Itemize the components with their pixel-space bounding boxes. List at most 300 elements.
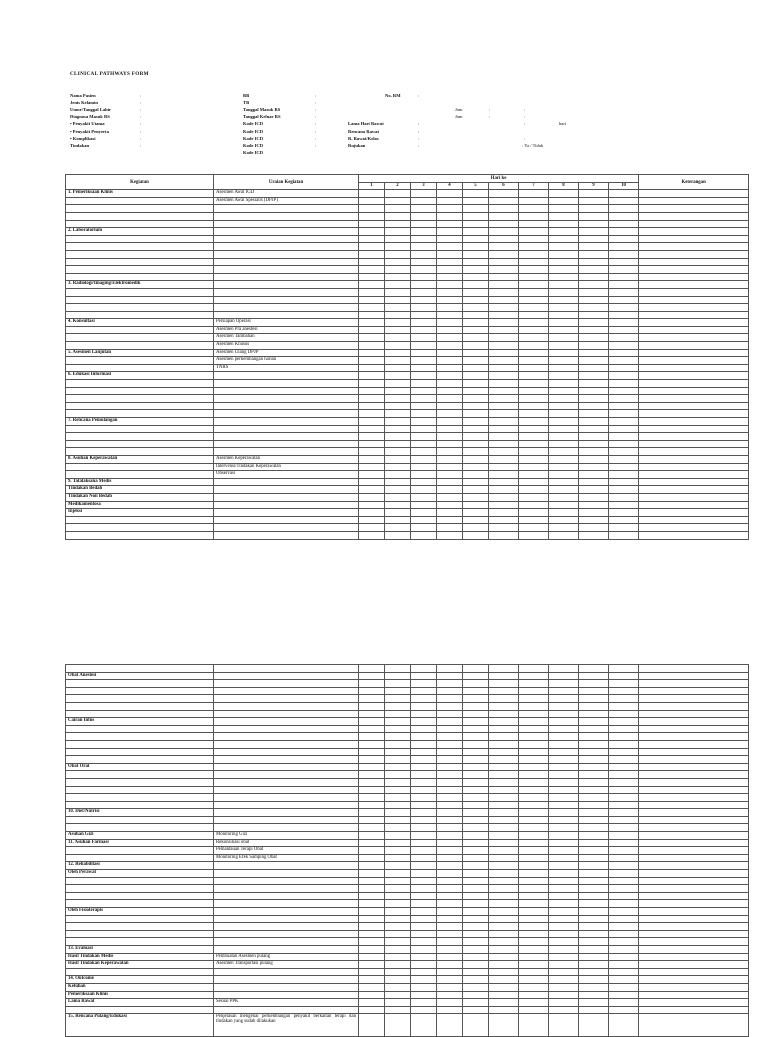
day-checkbox-cell[interactable] — [489, 448, 519, 456]
day-checkbox-cell[interactable] — [411, 471, 437, 479]
day-checkbox-cell[interactable] — [609, 938, 639, 946]
day-checkbox-cell[interactable] — [385, 281, 411, 289]
keterangan-cell[interactable] — [639, 908, 749, 916]
day-checkbox-cell[interactable] — [549, 410, 579, 418]
day-checkbox-cell[interactable] — [359, 486, 385, 494]
day-checkbox-cell[interactable] — [385, 915, 411, 923]
day-checkbox-cell[interactable] — [609, 471, 639, 479]
day-checkbox-cell[interactable] — [463, 387, 489, 395]
day-checkbox-cell[interactable] — [385, 968, 411, 976]
day-checkbox-cell[interactable] — [411, 877, 437, 885]
keterangan-cell[interactable] — [639, 220, 749, 228]
day-checkbox-cell[interactable] — [385, 418, 411, 426]
day-checkbox-cell[interactable] — [489, 478, 519, 486]
day-checkbox-cell[interactable] — [519, 991, 549, 999]
day-checkbox-cell[interactable] — [385, 364, 411, 372]
day-checkbox-cell[interactable] — [385, 273, 411, 281]
day-checkbox-cell[interactable] — [463, 702, 489, 710]
day-checkbox-cell[interactable] — [579, 801, 609, 809]
day-checkbox-cell[interactable] — [437, 296, 463, 304]
day-checkbox-cell[interactable] — [463, 357, 489, 365]
day-checkbox-cell[interactable] — [579, 372, 609, 380]
day-checkbox-cell[interactable] — [489, 288, 519, 296]
day-checkbox-cell[interactable] — [411, 349, 437, 357]
keterangan-cell[interactable] — [639, 197, 749, 205]
day-checkbox-cell[interactable] — [359, 410, 385, 418]
day-checkbox-cell[interactable] — [411, 281, 437, 289]
day-checkbox-cell[interactable] — [519, 509, 549, 517]
day-checkbox-cell[interactable] — [609, 235, 639, 243]
day-checkbox-cell[interactable] — [549, 938, 579, 946]
day-checkbox-cell[interactable] — [359, 311, 385, 319]
day-checkbox-cell[interactable] — [463, 509, 489, 517]
day-checkbox-cell[interactable] — [437, 938, 463, 946]
day-checkbox-cell[interactable] — [579, 273, 609, 281]
day-checkbox-cell[interactable] — [437, 702, 463, 710]
day-checkbox-cell[interactable] — [437, 991, 463, 999]
day-checkbox-cell[interactable] — [385, 531, 411, 539]
day-checkbox-cell[interactable] — [579, 953, 609, 961]
keterangan-cell[interactable] — [639, 725, 749, 733]
day-checkbox-cell[interactable] — [463, 930, 489, 938]
day-checkbox-cell[interactable] — [579, 197, 609, 205]
day-checkbox-cell[interactable] — [463, 296, 489, 304]
day-checkbox-cell[interactable] — [489, 953, 519, 961]
day-checkbox-cell[interactable] — [549, 710, 579, 718]
day-checkbox-cell[interactable] — [437, 197, 463, 205]
day-checkbox-cell[interactable] — [463, 763, 489, 771]
day-checkbox-cell[interactable] — [437, 304, 463, 312]
day-checkbox-cell[interactable] — [579, 809, 609, 817]
day-checkbox-cell[interactable] — [519, 938, 549, 946]
day-checkbox-cell[interactable] — [549, 425, 579, 433]
day-checkbox-cell[interactable] — [579, 448, 609, 456]
day-checkbox-cell[interactable] — [437, 870, 463, 878]
day-checkbox-cell[interactable] — [549, 296, 579, 304]
day-checkbox-cell[interactable] — [519, 702, 549, 710]
day-checkbox-cell[interactable] — [549, 892, 579, 900]
day-checkbox-cell[interactable] — [385, 235, 411, 243]
day-checkbox-cell[interactable] — [489, 718, 519, 726]
day-checkbox-cell[interactable] — [549, 816, 579, 824]
day-checkbox-cell[interactable] — [609, 999, 639, 1007]
day-checkbox-cell[interactable] — [579, 938, 609, 946]
day-checkbox-cell[interactable] — [579, 816, 609, 824]
day-checkbox-cell[interactable] — [549, 228, 579, 236]
keterangan-cell[interactable] — [639, 516, 749, 524]
keterangan-cell[interactable] — [639, 983, 749, 991]
day-checkbox-cell[interactable] — [609, 425, 639, 433]
day-checkbox-cell[interactable] — [579, 250, 609, 258]
day-checkbox-cell[interactable] — [385, 486, 411, 494]
day-checkbox-cell[interactable] — [463, 680, 489, 688]
day-checkbox-cell[interactable] — [579, 702, 609, 710]
day-checkbox-cell[interactable] — [437, 273, 463, 281]
day-checkbox-cell[interactable] — [489, 235, 519, 243]
day-checkbox-cell[interactable] — [549, 516, 579, 524]
day-checkbox-cell[interactable] — [579, 205, 609, 213]
day-checkbox-cell[interactable] — [579, 999, 609, 1007]
day-checkbox-cell[interactable] — [411, 672, 437, 680]
day-checkbox-cell[interactable] — [359, 524, 385, 532]
day-checkbox-cell[interactable] — [579, 243, 609, 251]
day-checkbox-cell[interactable] — [385, 672, 411, 680]
day-checkbox-cell[interactable] — [579, 311, 609, 319]
day-checkbox-cell[interactable] — [489, 387, 519, 395]
day-checkbox-cell[interactable] — [463, 687, 489, 695]
day-checkbox-cell[interactable] — [609, 357, 639, 365]
day-checkbox-cell[interactable] — [549, 281, 579, 289]
day-checkbox-cell[interactable] — [437, 908, 463, 916]
day-checkbox-cell[interactable] — [519, 885, 549, 893]
day-checkbox-cell[interactable] — [463, 900, 489, 908]
keterangan-cell[interactable] — [639, 854, 749, 862]
day-checkbox-cell[interactable] — [609, 847, 639, 855]
day-checkbox-cell[interactable] — [519, 349, 549, 357]
keterangan-cell[interactable] — [639, 862, 749, 870]
day-checkbox-cell[interactable] — [609, 342, 639, 350]
day-checkbox-cell[interactable] — [385, 402, 411, 410]
day-checkbox-cell[interactable] — [359, 250, 385, 258]
keterangan-cell[interactable] — [639, 710, 749, 718]
day-checkbox-cell[interactable] — [609, 983, 639, 991]
day-checkbox-cell[interactable] — [549, 968, 579, 976]
day-checkbox-cell[interactable] — [609, 725, 639, 733]
day-checkbox-cell[interactable] — [579, 1006, 609, 1014]
day-checkbox-cell[interactable] — [385, 440, 411, 448]
day-checkbox-cell[interactable] — [411, 832, 437, 840]
day-checkbox-cell[interactable] — [489, 304, 519, 312]
day-checkbox-cell[interactable] — [463, 832, 489, 840]
day-checkbox-cell[interactable] — [609, 740, 639, 748]
day-checkbox-cell[interactable] — [463, 478, 489, 486]
day-checkbox-cell[interactable] — [463, 524, 489, 532]
day-checkbox-cell[interactable] — [549, 1014, 579, 1037]
keterangan-cell[interactable] — [639, 763, 749, 771]
day-checkbox-cell[interactable] — [437, 915, 463, 923]
day-checkbox-cell[interactable] — [579, 983, 609, 991]
day-checkbox-cell[interactable] — [549, 387, 579, 395]
day-checkbox-cell[interactable] — [549, 756, 579, 764]
day-checkbox-cell[interactable] — [519, 516, 549, 524]
day-checkbox-cell[interactable] — [437, 665, 463, 673]
day-checkbox-cell[interactable] — [385, 478, 411, 486]
day-checkbox-cell[interactable] — [489, 455, 519, 463]
day-checkbox-cell[interactable] — [385, 471, 411, 479]
day-checkbox-cell[interactable] — [385, 900, 411, 908]
day-checkbox-cell[interactable] — [519, 326, 549, 334]
day-checkbox-cell[interactable] — [437, 478, 463, 486]
day-checkbox-cell[interactable] — [437, 342, 463, 350]
keterangan-cell[interactable] — [639, 1014, 749, 1037]
day-checkbox-cell[interactable] — [359, 832, 385, 840]
day-checkbox-cell[interactable] — [579, 794, 609, 802]
day-checkbox-cell[interactable] — [489, 501, 519, 509]
day-checkbox-cell[interactable] — [463, 923, 489, 931]
day-checkbox-cell[interactable] — [609, 288, 639, 296]
day-checkbox-cell[interactable] — [437, 258, 463, 266]
day-checkbox-cell[interactable] — [463, 501, 489, 509]
day-checkbox-cell[interactable] — [385, 311, 411, 319]
day-checkbox-cell[interactable] — [411, 847, 437, 855]
day-checkbox-cell[interactable] — [579, 672, 609, 680]
day-checkbox-cell[interactable] — [519, 945, 549, 953]
day-checkbox-cell[interactable] — [359, 672, 385, 680]
day-checkbox-cell[interactable] — [411, 486, 437, 494]
keterangan-cell[interactable] — [639, 448, 749, 456]
day-checkbox-cell[interactable] — [411, 228, 437, 236]
day-checkbox-cell[interactable] — [609, 1014, 639, 1037]
day-checkbox-cell[interactable] — [359, 877, 385, 885]
day-checkbox-cell[interactable] — [463, 516, 489, 524]
day-checkbox-cell[interactable] — [489, 771, 519, 779]
keterangan-cell[interactable] — [639, 342, 749, 350]
keterangan-cell[interactable] — [639, 733, 749, 741]
day-checkbox-cell[interactable] — [385, 809, 411, 817]
day-checkbox-cell[interactable] — [359, 509, 385, 517]
day-checkbox-cell[interactable] — [609, 763, 639, 771]
day-checkbox-cell[interactable] — [385, 778, 411, 786]
day-checkbox-cell[interactable] — [489, 672, 519, 680]
day-checkbox-cell[interactable] — [579, 740, 609, 748]
day-checkbox-cell[interactable] — [609, 892, 639, 900]
day-checkbox-cell[interactable] — [411, 801, 437, 809]
day-checkbox-cell[interactable] — [609, 816, 639, 824]
day-checkbox-cell[interactable] — [385, 695, 411, 703]
keterangan-cell[interactable] — [639, 847, 749, 855]
day-checkbox-cell[interactable] — [549, 740, 579, 748]
day-checkbox-cell[interactable] — [579, 778, 609, 786]
day-checkbox-cell[interactable] — [437, 531, 463, 539]
day-checkbox-cell[interactable] — [519, 524, 549, 532]
day-checkbox-cell[interactable] — [463, 304, 489, 312]
day-checkbox-cell[interactable] — [437, 190, 463, 198]
day-checkbox-cell[interactable] — [359, 212, 385, 220]
day-checkbox-cell[interactable] — [579, 862, 609, 870]
day-checkbox-cell[interactable] — [385, 665, 411, 673]
day-checkbox-cell[interactable] — [463, 968, 489, 976]
day-checkbox-cell[interactable] — [463, 725, 489, 733]
keterangan-cell[interactable] — [639, 665, 749, 673]
day-checkbox-cell[interactable] — [489, 228, 519, 236]
day-checkbox-cell[interactable] — [609, 273, 639, 281]
day-checkbox-cell[interactable] — [385, 923, 411, 931]
day-checkbox-cell[interactable] — [489, 190, 519, 198]
day-checkbox-cell[interactable] — [359, 915, 385, 923]
day-checkbox-cell[interactable] — [519, 1014, 549, 1037]
day-checkbox-cell[interactable] — [359, 680, 385, 688]
day-checkbox-cell[interactable] — [385, 509, 411, 517]
day-checkbox-cell[interactable] — [489, 486, 519, 494]
day-checkbox-cell[interactable] — [437, 266, 463, 274]
day-checkbox-cell[interactable] — [489, 334, 519, 342]
day-checkbox-cell[interactable] — [549, 877, 579, 885]
day-checkbox-cell[interactable] — [609, 672, 639, 680]
day-checkbox-cell[interactable] — [437, 357, 463, 365]
day-checkbox-cell[interactable] — [359, 695, 385, 703]
day-checkbox-cell[interactable] — [549, 702, 579, 710]
day-checkbox-cell[interactable] — [549, 463, 579, 471]
day-checkbox-cell[interactable] — [411, 205, 437, 213]
day-checkbox-cell[interactable] — [411, 1014, 437, 1037]
day-checkbox-cell[interactable] — [437, 968, 463, 976]
day-checkbox-cell[interactable] — [609, 771, 639, 779]
day-checkbox-cell[interactable] — [579, 501, 609, 509]
day-checkbox-cell[interactable] — [385, 680, 411, 688]
day-checkbox-cell[interactable] — [609, 478, 639, 486]
day-checkbox-cell[interactable] — [359, 380, 385, 388]
day-checkbox-cell[interactable] — [609, 832, 639, 840]
keterangan-cell[interactable] — [639, 531, 749, 539]
day-checkbox-cell[interactable] — [519, 832, 549, 840]
day-checkbox-cell[interactable] — [463, 197, 489, 205]
day-checkbox-cell[interactable] — [549, 923, 579, 931]
keterangan-cell[interactable] — [639, 915, 749, 923]
day-checkbox-cell[interactable] — [549, 687, 579, 695]
day-checkbox-cell[interactable] — [549, 304, 579, 312]
day-checkbox-cell[interactable] — [549, 311, 579, 319]
day-checkbox-cell[interactable] — [489, 794, 519, 802]
keterangan-cell[interactable] — [639, 1006, 749, 1014]
day-checkbox-cell[interactable] — [437, 794, 463, 802]
day-checkbox-cell[interactable] — [549, 326, 579, 334]
keterangan-cell[interactable] — [639, 923, 749, 931]
day-checkbox-cell[interactable] — [609, 680, 639, 688]
day-checkbox-cell[interactable] — [463, 847, 489, 855]
day-checkbox-cell[interactable] — [489, 281, 519, 289]
day-checkbox-cell[interactable] — [519, 493, 549, 501]
day-checkbox-cell[interactable] — [463, 220, 489, 228]
day-checkbox-cell[interactable] — [489, 531, 519, 539]
day-checkbox-cell[interactable] — [489, 870, 519, 878]
day-checkbox-cell[interactable] — [463, 433, 489, 441]
keterangan-cell[interactable] — [639, 281, 749, 289]
day-checkbox-cell[interactable] — [579, 908, 609, 916]
day-checkbox-cell[interactable] — [463, 961, 489, 969]
day-checkbox-cell[interactable] — [579, 900, 609, 908]
day-checkbox-cell[interactable] — [549, 665, 579, 673]
day-checkbox-cell[interactable] — [579, 357, 609, 365]
day-checkbox-cell[interactable] — [549, 478, 579, 486]
day-checkbox-cell[interactable] — [579, 531, 609, 539]
day-checkbox-cell[interactable] — [411, 531, 437, 539]
day-checkbox-cell[interactable] — [359, 357, 385, 365]
day-checkbox-cell[interactable] — [359, 258, 385, 266]
day-checkbox-cell[interactable] — [549, 266, 579, 274]
day-checkbox-cell[interactable] — [437, 976, 463, 984]
day-checkbox-cell[interactable] — [519, 190, 549, 198]
day-checkbox-cell[interactable] — [579, 402, 609, 410]
day-checkbox-cell[interactable] — [489, 695, 519, 703]
day-checkbox-cell[interactable] — [437, 524, 463, 532]
day-checkbox-cell[interactable] — [609, 733, 639, 741]
day-checkbox-cell[interactable] — [411, 418, 437, 426]
day-checkbox-cell[interactable] — [437, 854, 463, 862]
keterangan-cell[interactable] — [639, 402, 749, 410]
day-checkbox-cell[interactable] — [579, 486, 609, 494]
day-checkbox-cell[interactable] — [437, 410, 463, 418]
day-checkbox-cell[interactable] — [437, 839, 463, 847]
day-checkbox-cell[interactable] — [463, 273, 489, 281]
day-checkbox-cell[interactable] — [549, 771, 579, 779]
day-checkbox-cell[interactable] — [385, 228, 411, 236]
day-checkbox-cell[interactable] — [463, 1014, 489, 1037]
day-checkbox-cell[interactable] — [519, 687, 549, 695]
day-checkbox-cell[interactable] — [463, 672, 489, 680]
day-checkbox-cell[interactable] — [519, 273, 549, 281]
day-checkbox-cell[interactable] — [519, 380, 549, 388]
day-checkbox-cell[interactable] — [437, 930, 463, 938]
keterangan-cell[interactable] — [639, 900, 749, 908]
day-checkbox-cell[interactable] — [579, 258, 609, 266]
day-checkbox-cell[interactable] — [359, 319, 385, 327]
day-checkbox-cell[interactable] — [359, 961, 385, 969]
day-checkbox-cell[interactable] — [463, 349, 489, 357]
day-checkbox-cell[interactable] — [463, 862, 489, 870]
day-checkbox-cell[interactable] — [579, 854, 609, 862]
day-checkbox-cell[interactable] — [359, 725, 385, 733]
day-checkbox-cell[interactable] — [359, 809, 385, 817]
day-checkbox-cell[interactable] — [609, 665, 639, 673]
day-checkbox-cell[interactable] — [489, 915, 519, 923]
day-checkbox-cell[interactable] — [579, 433, 609, 441]
day-checkbox-cell[interactable] — [519, 771, 549, 779]
day-checkbox-cell[interactable] — [463, 801, 489, 809]
day-checkbox-cell[interactable] — [411, 908, 437, 916]
keterangan-cell[interactable] — [639, 509, 749, 517]
day-checkbox-cell[interactable] — [359, 205, 385, 213]
keterangan-cell[interactable] — [639, 304, 749, 312]
day-checkbox-cell[interactable] — [549, 395, 579, 403]
day-checkbox-cell[interactable] — [385, 296, 411, 304]
day-checkbox-cell[interactable] — [437, 999, 463, 1007]
day-checkbox-cell[interactable] — [549, 809, 579, 817]
day-checkbox-cell[interactable] — [463, 999, 489, 1007]
day-checkbox-cell[interactable] — [411, 524, 437, 532]
day-checkbox-cell[interactable] — [549, 212, 579, 220]
day-checkbox-cell[interactable] — [609, 410, 639, 418]
day-checkbox-cell[interactable] — [385, 410, 411, 418]
day-checkbox-cell[interactable] — [549, 380, 579, 388]
day-checkbox-cell[interactable] — [359, 349, 385, 357]
day-checkbox-cell[interactable] — [519, 311, 549, 319]
day-checkbox-cell[interactable] — [411, 983, 437, 991]
day-checkbox-cell[interactable] — [437, 718, 463, 726]
day-checkbox-cell[interactable] — [549, 839, 579, 847]
day-checkbox-cell[interactable] — [385, 455, 411, 463]
day-checkbox-cell[interactable] — [411, 326, 437, 334]
day-checkbox-cell[interactable] — [411, 725, 437, 733]
day-checkbox-cell[interactable] — [359, 665, 385, 673]
keterangan-cell[interactable] — [639, 930, 749, 938]
day-checkbox-cell[interactable] — [519, 824, 549, 832]
day-checkbox-cell[interactable] — [609, 486, 639, 494]
day-checkbox-cell[interactable] — [385, 372, 411, 380]
day-checkbox-cell[interactable] — [359, 395, 385, 403]
keterangan-cell[interactable] — [639, 501, 749, 509]
day-checkbox-cell[interactable] — [549, 509, 579, 517]
day-checkbox-cell[interactable] — [385, 433, 411, 441]
day-checkbox-cell[interactable] — [463, 778, 489, 786]
day-checkbox-cell[interactable] — [489, 680, 519, 688]
day-checkbox-cell[interactable] — [549, 824, 579, 832]
day-checkbox-cell[interactable] — [549, 418, 579, 426]
day-checkbox-cell[interactable] — [385, 953, 411, 961]
day-checkbox-cell[interactable] — [489, 832, 519, 840]
keterangan-cell[interactable] — [639, 892, 749, 900]
day-checkbox-cell[interactable] — [489, 258, 519, 266]
day-checkbox-cell[interactable] — [437, 319, 463, 327]
